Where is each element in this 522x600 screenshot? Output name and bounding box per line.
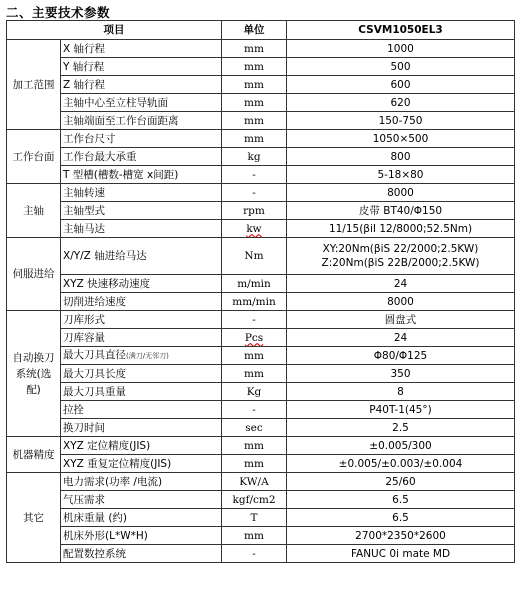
row-unit: - xyxy=(222,401,287,419)
table-row xyxy=(7,401,515,419)
group-label-precision: 机器精度 xyxy=(7,437,61,473)
table-row xyxy=(7,419,515,437)
header-unit: 单位 xyxy=(222,21,287,40)
header-item: 项目 xyxy=(7,21,222,40)
header-model: CSVM1050EL3 xyxy=(287,21,515,40)
table-row xyxy=(7,184,515,202)
row-value: Φ80/Φ125 xyxy=(287,347,515,365)
row-item-note: (满刀/无邻刀) xyxy=(126,352,169,360)
group-label-atc: 自动换刀系统(选配) xyxy=(7,311,61,437)
table-row xyxy=(7,220,515,238)
row-unit: - xyxy=(222,545,287,563)
row-item: 主轴转速 xyxy=(61,184,222,202)
row-item: 最大刀具长度 xyxy=(61,365,222,383)
row-value: 350 xyxy=(287,365,515,383)
row-item: XYZ 重复定位精度(JIS) xyxy=(61,455,222,473)
row-value-line: Z:20Nm(βiS 22B/2000;2.5KW) xyxy=(321,257,480,269)
row-unit: mm xyxy=(222,527,287,545)
row-item: X/Y/Z 轴进给马达 xyxy=(61,238,222,275)
row-value: 24 xyxy=(287,329,515,347)
row-item: 拉拴 xyxy=(61,401,222,419)
row-value: 25/60 xyxy=(287,473,515,491)
table-row xyxy=(7,455,515,473)
row-unit: sec xyxy=(222,419,287,437)
row-unit xyxy=(222,220,287,238)
table-row xyxy=(7,275,515,293)
row-value: 皮带 BT40/Φ150 xyxy=(287,202,515,220)
row-value: 6.5 xyxy=(287,491,515,509)
row-value: 620 xyxy=(287,94,515,112)
row-item-text: 最大刀具直径 xyxy=(63,349,126,361)
row-value: 8000 xyxy=(287,293,515,311)
table-row xyxy=(7,365,515,383)
row-unit: Kg xyxy=(222,383,287,401)
row-unit: mm xyxy=(222,40,287,58)
row-item: 工作台尺寸 xyxy=(61,130,222,148)
table-row xyxy=(7,329,515,347)
row-value: 8 xyxy=(287,383,515,401)
row-value: 800 xyxy=(287,148,515,166)
row-value: 24 xyxy=(287,275,515,293)
row-value: 5-18×80 xyxy=(287,166,515,184)
row-unit: mm xyxy=(222,365,287,383)
row-item: 气压需求 xyxy=(61,491,222,509)
row-unit: - xyxy=(222,166,287,184)
table-row xyxy=(7,437,515,455)
row-value: 8000 xyxy=(287,184,515,202)
row-item: 电力需求(功率 /电流) xyxy=(61,473,222,491)
row-unit: KW/A xyxy=(222,473,287,491)
table-row xyxy=(7,58,515,76)
row-item: 刀库形式 xyxy=(61,311,222,329)
section-title: 二、主要技术参数 xyxy=(6,5,111,20)
group-label-table: 工作台面 xyxy=(7,130,61,184)
row-unit: mm xyxy=(222,437,287,455)
row-value: 1000 xyxy=(287,40,515,58)
row-unit: mm/min xyxy=(222,293,287,311)
row-item: Z 轴行程 xyxy=(61,76,222,94)
row-value: 600 xyxy=(287,76,515,94)
table-row xyxy=(7,545,515,563)
row-value-line: XY:20Nm(βiS 22/2000;2.5KW) xyxy=(322,243,479,255)
row-unit: mm xyxy=(222,76,287,94)
group-label-spindle: 主轴 xyxy=(7,184,61,238)
row-item: 最大刀具重量 xyxy=(61,383,222,401)
table-row xyxy=(7,76,515,94)
row-item: 主轴端面至工作台面距离 xyxy=(61,112,222,130)
row-unit-text: Pcs xyxy=(244,331,264,344)
row-unit: mm xyxy=(222,94,287,112)
row-value: ±0.005/±0.003/±0.004 xyxy=(287,455,515,473)
row-item: T 型槽(槽数-槽宽 x间距) xyxy=(61,166,222,184)
table-row xyxy=(7,347,515,365)
row-item: 主轴中心至立柱导轨面 xyxy=(61,94,222,112)
row-item: XYZ 快速移动速度 xyxy=(61,275,222,293)
row-unit: mm xyxy=(222,130,287,148)
row-value: 圆盘式 xyxy=(287,311,515,329)
row-value: 2.5 xyxy=(287,419,515,437)
table-row xyxy=(7,473,515,491)
row-unit: mm xyxy=(222,455,287,473)
row-item: 主轴马达 xyxy=(61,220,222,238)
row-item: 机床外形(L*W*H) xyxy=(61,527,222,545)
table-row xyxy=(7,491,515,509)
table-row xyxy=(7,383,515,401)
row-item: 工作台最大承重 xyxy=(61,148,222,166)
table-row xyxy=(7,293,515,311)
row-value: 150-750 xyxy=(287,112,515,130)
row-value: P40T-1(45°) xyxy=(287,401,515,419)
row-item: 刀库容量 xyxy=(61,329,222,347)
row-item: 换刀时间 xyxy=(61,419,222,437)
row-unit: kg xyxy=(222,148,287,166)
row-unit: - xyxy=(222,311,287,329)
group-label-other: 其它 xyxy=(7,473,61,563)
row-value: 6.5 xyxy=(287,509,515,527)
row-unit: - xyxy=(222,184,287,202)
table-row xyxy=(7,40,515,58)
table-row xyxy=(7,130,515,148)
row-item: 机床重量 (约) xyxy=(61,509,222,527)
table-row xyxy=(7,166,515,184)
row-unit: m/min xyxy=(222,275,287,293)
table-row xyxy=(7,527,515,545)
row-unit-text: kw xyxy=(246,222,262,235)
row-item: XYZ 定位精度(JIS) xyxy=(61,437,222,455)
row-unit: mm xyxy=(222,58,287,76)
row-item: 主轴型式 xyxy=(61,202,222,220)
row-value: 11/15(βiI 12/8000;52.5Nm) xyxy=(287,220,515,238)
row-unit: rpm xyxy=(222,202,287,220)
row-item: 切削进给速度 xyxy=(61,293,222,311)
row-value: ±0.005/300 xyxy=(287,437,515,455)
table-row xyxy=(7,238,515,275)
row-value: 500 xyxy=(287,58,515,76)
row-unit: Nm xyxy=(222,238,287,275)
row-item xyxy=(61,347,222,365)
row-value xyxy=(287,238,515,275)
group-label-servo: 伺服进给 xyxy=(7,238,61,311)
table-header-row xyxy=(7,21,515,40)
table-row xyxy=(7,509,515,527)
group-label-range: 加工范围 xyxy=(7,40,61,130)
row-unit: mm xyxy=(222,347,287,365)
row-unit xyxy=(222,329,287,347)
table-row xyxy=(7,311,515,329)
table-row xyxy=(7,94,515,112)
table-row xyxy=(7,112,515,130)
row-value: 2700*2350*2600 xyxy=(287,527,515,545)
row-unit: mm xyxy=(222,112,287,130)
row-item: 配置数控系统 xyxy=(61,545,222,563)
row-unit: T xyxy=(222,509,287,527)
spec-table xyxy=(6,20,515,563)
table-row xyxy=(7,202,515,220)
row-value: 1050×500 xyxy=(287,130,515,148)
row-item: Y 轴行程 xyxy=(61,58,222,76)
row-item: X 轴行程 xyxy=(61,40,222,58)
row-value: FANUC 0i mate MD xyxy=(287,545,515,563)
table-row xyxy=(7,148,515,166)
row-unit: kgf/cm2 xyxy=(222,491,287,509)
